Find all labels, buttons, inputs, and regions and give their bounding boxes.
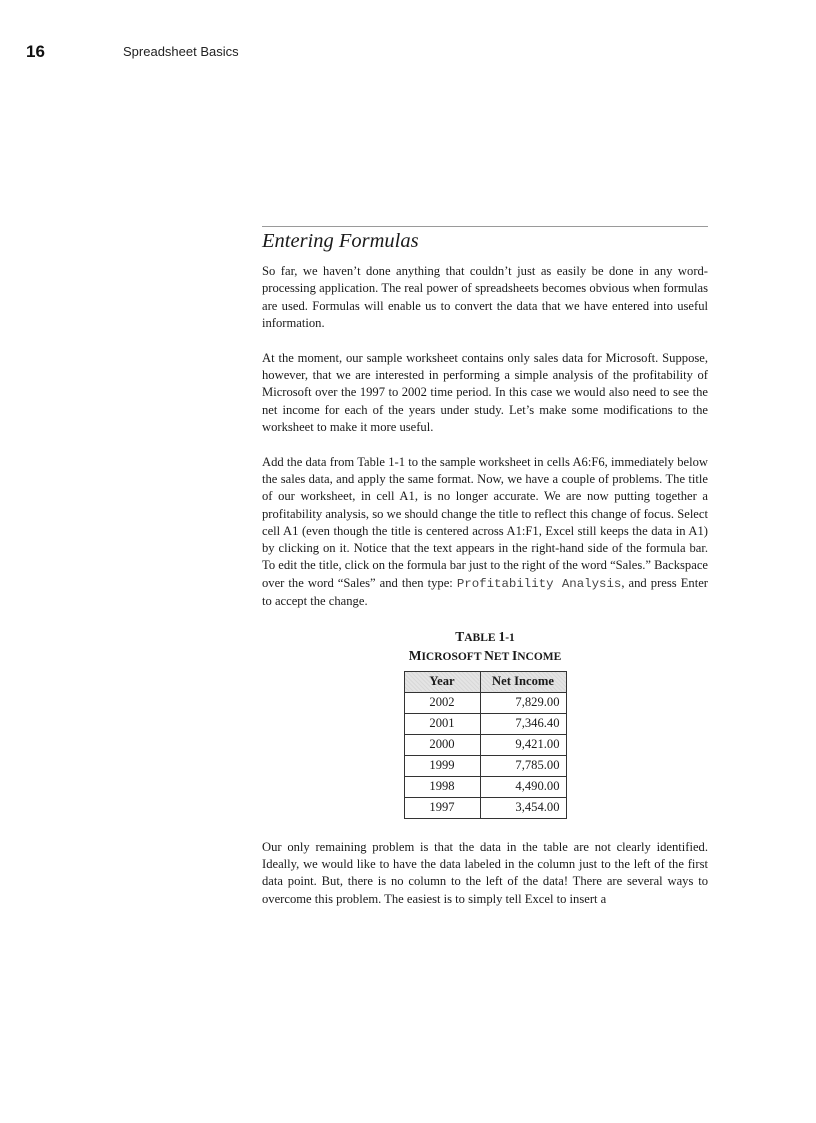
table-row (404, 692, 566, 713)
table-row (404, 776, 566, 797)
table-row (404, 797, 566, 818)
year-cell: 1998 (404, 776, 480, 797)
table-row (404, 713, 566, 734)
section-rule (262, 226, 708, 227)
net-income-table (404, 671, 567, 819)
year-cell: 2000 (404, 734, 480, 755)
year-cell: 1997 (404, 797, 480, 818)
net-income-cell: 3,454.00 (480, 797, 566, 818)
net-income-cell: 7,346.40 (480, 713, 566, 734)
net-income-cell: 7,785.00 (480, 755, 566, 776)
table-header-row (404, 671, 566, 692)
paragraph-2: At the moment, our sample worksheet contains only sales data for Microsoft. Suppose, however, that we are interested in performing a simple analysis of the profitability of Microsoft over the 1997 to 2002 time period. In this case we would also need to see the net income for each of the years under study. Let’s make some modifications to the worksheet to make it more useful. (262, 350, 708, 434)
year-cell: 2001 (404, 713, 480, 734)
table-caption-number-text: TABLE 1-1 (455, 628, 515, 644)
table-row (404, 755, 566, 776)
table-caption-title (262, 647, 708, 666)
paragraph-3-text: Add the data from Table 1-1 to the sample worksheet in cells A6:F6, immediately below the sales data, and apply the same format. Now, we have a couple of problems. The title of our worksheet, in cell A1, is no longer accurate. We are now putting together a profitability analysis, so we should change the title to reflect this change of focus. Select cell A1 (even though the title is centered across A1:F1, Excel still keeps the data in A1) by clicking on it. Notice that the text appears in the right-hand side of the formula bar. To edit the title, click on the formula bar just to the right of the word “Sales.” Backspace over the word “Sales” and then type: (262, 454, 708, 590)
paragraph-4: Our only remaining problem is that the data in the table are not clearly identified. Ideally, we would like to have the data labeled in the column just to the left of the first data point. But, there is no column to the left of the data! There are several ways to overcome this problem. The easiest is to simply tell Excel to insert a (262, 839, 708, 906)
table-row (404, 734, 566, 755)
running-title: Spreadsheet Basics (123, 44, 239, 59)
code-snippet: Profitability Analysis (456, 576, 622, 591)
paragraph-1: So far, we haven’t done anything that couldn’t just as easily be done in any word-processing application. The real power of spreadsheets becomes obvious when formulas are used. Formulas will enable us to convert the data that we have entered into useful information. (262, 264, 708, 330)
column-header-year: Year (404, 671, 480, 692)
year-cell: 1999 (404, 755, 480, 776)
year-cell: 2002 (404, 692, 480, 713)
page-number: 16 (26, 42, 45, 61)
net-income-cell: 9,421.00 (480, 734, 566, 755)
paragraph-3 (262, 454, 708, 611)
section-title: Entering Formulas (262, 230, 419, 252)
table-1-1 (262, 628, 708, 819)
table-caption-number (262, 628, 708, 647)
table-caption-title-text: MICROSOFT NET INCOME (408, 647, 562, 663)
net-income-cell: 4,490.00 (480, 776, 566, 797)
section-entering-formulas (262, 226, 708, 926)
net-income-cell: 7,829.00 (480, 692, 566, 713)
column-header-net-income: Net Income (480, 671, 566, 692)
paragraph-3-tail: , and press Enter to accept the change. (262, 575, 708, 609)
